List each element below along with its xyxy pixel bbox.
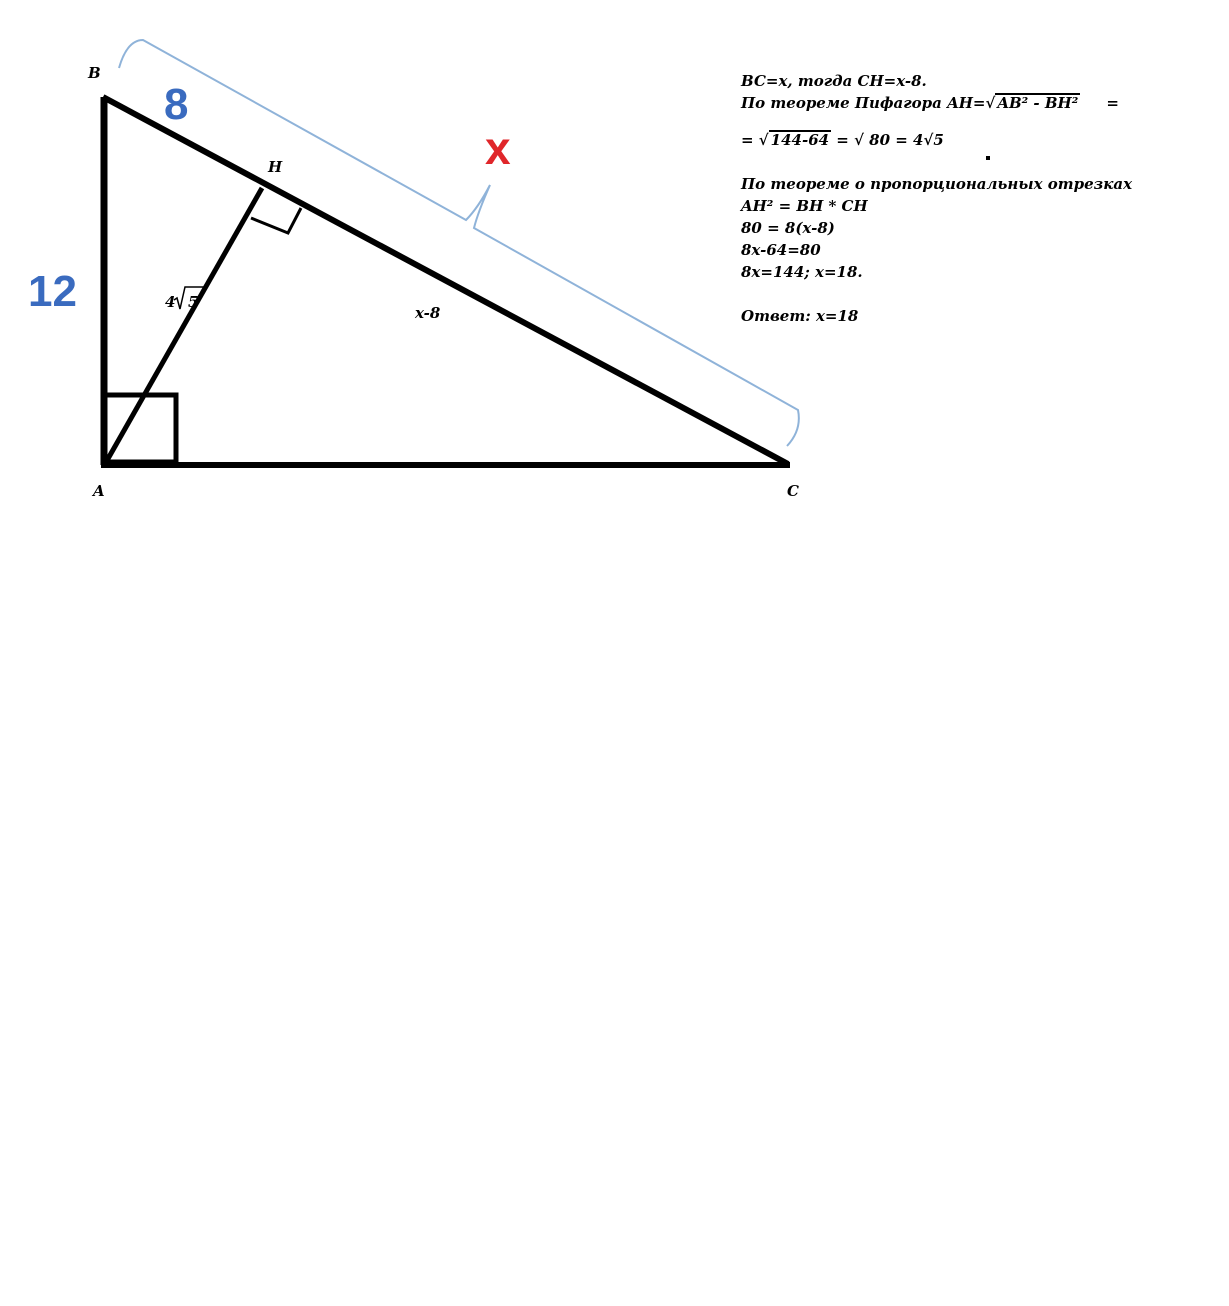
solution-line-7: 8x-64=80 xyxy=(741,241,821,259)
solution-line-2-pre: По теореме Пифагора AH=√ xyxy=(741,94,996,112)
label-ah-coef: 4 xyxy=(165,293,176,311)
vertex-h-label: H xyxy=(268,158,283,176)
label-ch: x-8 xyxy=(415,304,441,322)
vertex-c-label: C xyxy=(787,482,799,500)
solution-line-2 xyxy=(741,92,1221,114)
solution-line-5: AH² = BH * CH xyxy=(741,197,868,215)
label-ab: 12 xyxy=(28,267,77,316)
solution-line-4: По теореме о пропорциональных отрезках xyxy=(741,175,1133,193)
solution-line-8: 8x=144; x=18. xyxy=(741,263,863,281)
solution-line-6: 80 = 8(x-8) xyxy=(741,219,835,237)
altitude-ah xyxy=(105,188,262,464)
label-ah-radicand: 5 xyxy=(188,293,199,311)
label-bh: 8 xyxy=(164,80,189,129)
solution-line-3 xyxy=(741,129,1221,151)
brace-bc xyxy=(119,40,799,446)
vertex-a-label: A xyxy=(93,482,105,500)
solution-line-2-radicand: AB² - BH² xyxy=(997,94,1079,112)
side-bc xyxy=(103,97,788,464)
solution-line-3-radicand: 144-64 xyxy=(770,131,830,149)
right-angle-mark-h xyxy=(251,208,301,233)
stray-dot xyxy=(986,156,990,160)
solution-line-3-pre: = √ xyxy=(741,131,769,149)
solution-line-3-post: = √ 80 = 4√5 xyxy=(831,131,944,149)
vertex-b-label: B xyxy=(88,64,101,82)
solution-line-2-post: = xyxy=(1106,94,1119,112)
solution-text xyxy=(741,70,1221,327)
label-bc: x xyxy=(485,122,511,174)
solution-answer: Ответ: x=18 xyxy=(741,307,859,325)
solution-line-1: BC=x, тогда CH=x-8. xyxy=(741,72,927,90)
